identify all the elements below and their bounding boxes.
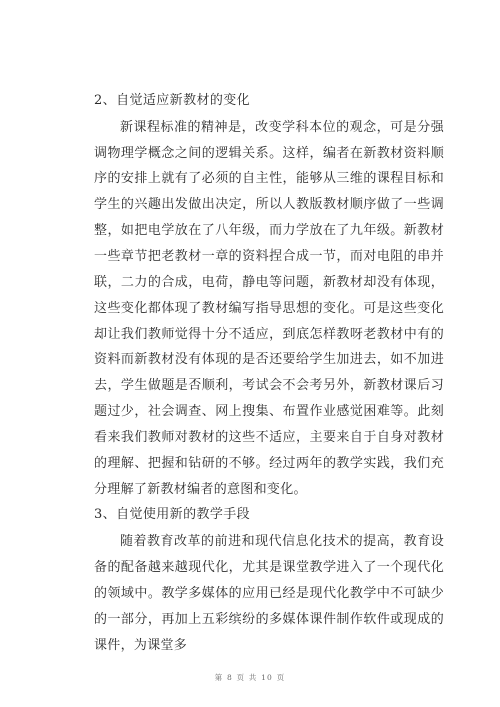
page-content (94, 88, 444, 658)
page-number-footer: 第 8 页 共 10 页 (214, 673, 286, 682)
section-heading-1: 2、自觉适应新教材的变化 (94, 93, 251, 108)
section-heading-2: 3、自觉使用新的教学手段 (94, 507, 251, 523)
section-paragraph-1: 新课程标准的精神是，改变学科本位的观念，可是分强调物理学概念之间的逻辑关系。这样，编者在新教材资料顺序的安排上就有了必须的自主性，能够从三维的课程目标和学生的兴趣出发做出决定，所以人教版教材顺序做了一些调整，如把电学放在了八年级，而力学放在了九年级。新教材一些章节把老教材一章的资料捏合成一节，而对电阻的串并联，二力的合成，电荷，静电等问题，新教材却没有体现，这些变化都体现了教材编写指导思想的变化。可是这些变化却让我们教师觉得十分不适应，到底怎样教呀老教材中有的资料而新教材没有体现的是否还要给学生加进去，如不加进去，学生做题是否顺利，考试会不会考另外，新教材课后习题过少，社会调查、网上搜集、布置作业感觉困难等。此刻看来我们教师对教材的这些不适应，主要来自于自身对教材的理解、把握和钻研的不够。经过两年的教学实践，我们充分理解了新教材编者的意图和变化。 (94, 119, 444, 497)
section-paragraph-2: 随着教育改革的前进和现代信息化技术的提高，教育设备的配备越来越现代化，尤其是课堂教学进入了一个现代化的领域中。教学多媒体的应用已经是现代化教学中不可缺少的一部分，再加上五彩缤纷的多媒体课件制作软件或现成的课件，为课堂多 (94, 534, 444, 653)
